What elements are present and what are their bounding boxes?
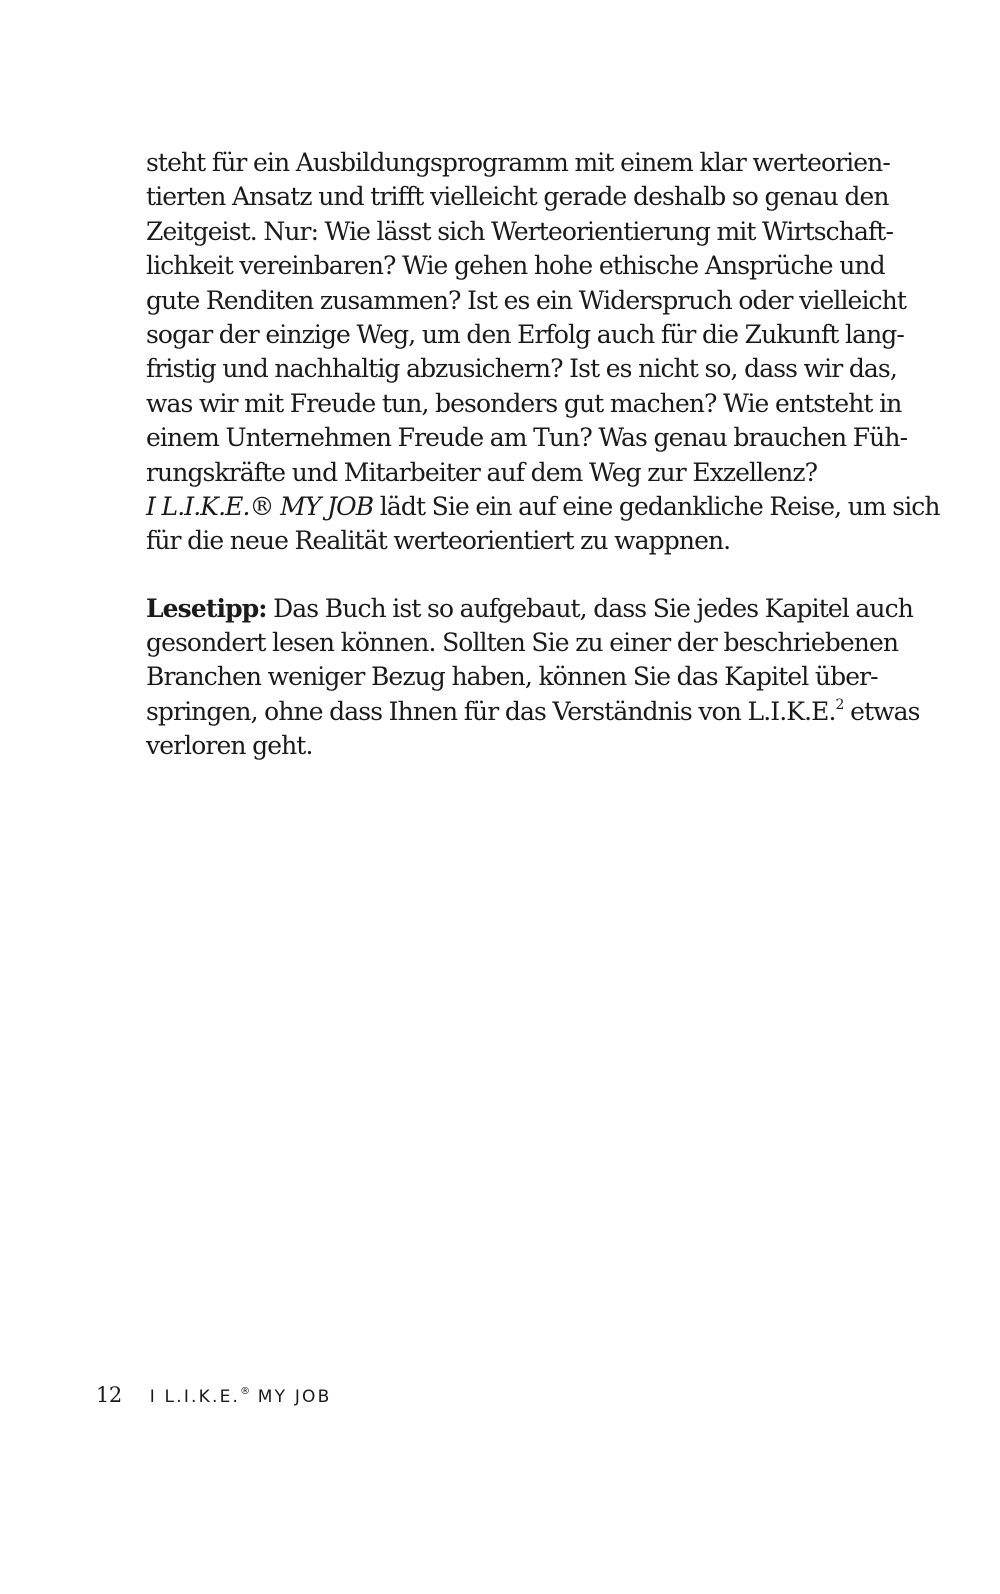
text-line: was wir mit Freude tun, besonders gut machen? Wie entsteht in <box>146 388 902 418</box>
text-line <box>146 490 940 524</box>
text-line: fristig und nachhaltig abzusichern? Ist es nicht so, dass wir das, <box>146 354 897 384</box>
text-fragment: Das Buch ist so aufgebaut, dass Sie jedes Kapitel auch <box>266 593 913 623</box>
text-line: gute Renditen zusammen? Ist es ein Widerspruch oder vielleicht <box>146 285 907 315</box>
text-line: verloren geht. <box>146 731 313 761</box>
page-footer <box>96 1383 331 1407</box>
footnote-marker[interactable]: 2 <box>835 696 844 713</box>
text-line: lichkeit vereinbaren? Wie gehen hohe ethische Ansprüche und <box>146 251 885 281</box>
registered-mark: ® <box>240 1386 251 1397</box>
text-line: für die neue Realität werteorientiert zu wappnen. <box>146 526 731 556</box>
text-line: rungskräfte und Mitarbeiter auf dem Weg zur Exzellenz? <box>146 457 818 487</box>
reading-tip-label: Lesetipp: <box>146 593 267 623</box>
book-title-italic: I L.I.K.E.® MY JOB <box>146 491 374 521</box>
text-fragment: lädt Sie ein auf eine gedankliche Reise, um sich <box>373 491 940 521</box>
text-line: steht für ein Ausbildungsprogramm mit einem klar werteorien- <box>146 148 890 177</box>
text-line: sogar der einzige Weg, um den Erfolg auch für die Zukunft lang- <box>146 319 904 349</box>
text-line <box>146 592 913 626</box>
page-number: 12 <box>96 1383 122 1407</box>
running-title <box>150 1387 332 1407</box>
text-line <box>146 695 920 729</box>
text-line: Branchen weniger Bezug haben, können Sie das Kapitel über- <box>146 662 878 692</box>
text-line: tierten Ansatz und trifft vielleicht gerade deshalb so genau den <box>146 182 889 212</box>
body-text <box>146 146 940 764</box>
text-line: einem Unternehmen Freude am Tun? Was genau brauchen Füh- <box>146 423 908 453</box>
text-line: Zeitgeist. Nur: Wie lässt sich Werteorientierung mit Wirtschaft- <box>146 216 893 246</box>
text-line: gesondert lesen können. Sollten Sie zu einer der beschriebenen <box>146 628 899 658</box>
running-title-text: I L.I.K.E. <box>149 1387 241 1407</box>
paragraph-reading-tip <box>146 592 920 764</box>
text-fragment: etwas <box>843 696 920 726</box>
paragraph-intro <box>146 146 940 559</box>
paragraph-spacer <box>146 559 854 592</box>
text-fragment: springen, ohne dass Ihnen für das Verständnis von L.I.K.E. <box>146 696 836 726</box>
running-title-text: MY JOB <box>250 1387 332 1407</box>
